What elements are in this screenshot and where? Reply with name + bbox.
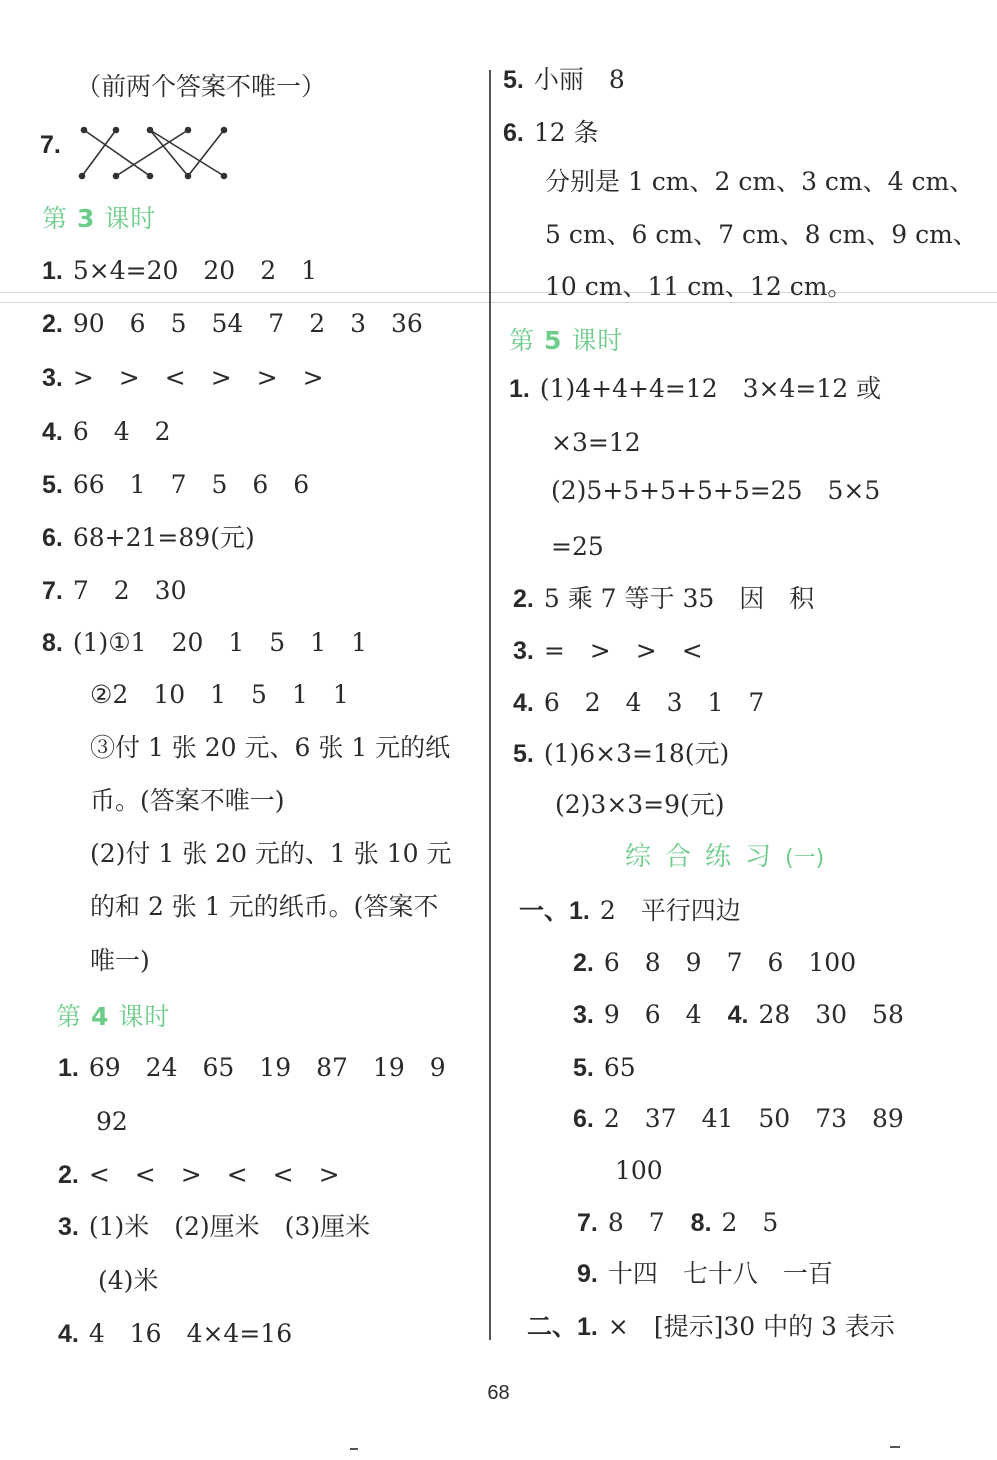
answer-text: (1)①1 20 1 5 1 1 bbox=[72, 628, 368, 657]
heading-number: 3 bbox=[76, 204, 96, 233]
answer-line bbox=[513, 584, 814, 614]
answer-line bbox=[42, 256, 317, 286]
heading-suffix: 课时 bbox=[118, 1002, 171, 1031]
answer-continuation: 的和 2 张 1 元的纸币。(答案不 bbox=[90, 892, 439, 921]
answer-continuation: (2)付 1 张 20 元的、1 张 10 元 bbox=[90, 839, 452, 868]
answer-text: (1)4+4+4=12 3×4=12 或 bbox=[539, 374, 882, 403]
answer-continuation: 币。(答案不唯一) bbox=[90, 786, 285, 815]
answer-continuation: ×3=12 bbox=[551, 428, 641, 457]
answer-line bbox=[577, 1259, 833, 1289]
heading-prefix: 第 bbox=[56, 1002, 83, 1031]
answer-text: 28 30 58 bbox=[758, 1000, 904, 1029]
question-number: 2. bbox=[42, 310, 63, 338]
answer-text: 5×4=20 20 2 1 bbox=[72, 256, 318, 285]
answer-line bbox=[42, 576, 186, 606]
answer-text: > > < > > > bbox=[72, 363, 324, 392]
question-number: 7. bbox=[40, 131, 61, 159]
scan-line bbox=[0, 302, 997, 303]
answer-text: 65 bbox=[603, 1053, 636, 1082]
answer-line bbox=[577, 1208, 778, 1238]
scan-mark bbox=[890, 1446, 900, 1448]
answer-line bbox=[527, 1312, 895, 1342]
part-prefix: 一、 bbox=[519, 897, 570, 925]
answer-line bbox=[573, 1000, 904, 1030]
answer-text: 12 条 bbox=[533, 118, 599, 147]
answer-continuation: ②2 10 1 5 1 1 bbox=[90, 680, 349, 709]
answer-text: 90 6 5 54 7 2 3 36 bbox=[72, 309, 423, 338]
question-number: 2. bbox=[573, 949, 594, 977]
section-title-suffix: (一) bbox=[785, 846, 825, 871]
answer-text: 小丽 8 bbox=[533, 65, 625, 94]
answer-text: 6 8 9 7 6 100 bbox=[603, 948, 857, 977]
answer-line bbox=[519, 896, 741, 926]
answer-text: 6 2 4 3 1 7 bbox=[543, 688, 765, 717]
answer-line bbox=[573, 948, 856, 978]
question-number: 3. bbox=[513, 637, 534, 665]
lesson-heading bbox=[42, 204, 156, 234]
question-number: 3. bbox=[58, 1213, 79, 1241]
answer-line bbox=[503, 118, 599, 148]
answer-continuation: (2)3×3=9(元) bbox=[555, 790, 725, 819]
answer-line bbox=[42, 417, 171, 447]
question-number: 1. bbox=[509, 375, 530, 403]
question-number: 9. bbox=[577, 1260, 598, 1288]
question-number: 1. bbox=[569, 897, 590, 925]
heading-prefix: 第 bbox=[509, 326, 536, 355]
answer-note: （前两个答案不唯一） bbox=[76, 72, 327, 101]
answer-continuation: 5 cm、6 cm、7 cm、8 cm、9 cm、 bbox=[545, 220, 978, 249]
answer-line bbox=[513, 739, 729, 769]
answer-line bbox=[42, 309, 423, 339]
part-prefix: 二、 bbox=[527, 1313, 578, 1341]
heading-number: 5 bbox=[543, 326, 563, 355]
scan-mark bbox=[350, 1448, 358, 1450]
lesson-heading bbox=[509, 326, 623, 356]
answer-text: 4 16 4×4=16 bbox=[88, 1319, 293, 1348]
answer-continuation: (2)5+5+5+5+5=25 5×5 bbox=[551, 476, 881, 505]
answer-line bbox=[42, 363, 324, 393]
question-number: 5. bbox=[42, 471, 63, 499]
question-number: 6. bbox=[503, 119, 524, 147]
answer-continuation: ③付 1 张 20 元、6 张 1 元的纸 bbox=[90, 733, 451, 762]
answer-text: 8 7 bbox=[607, 1208, 665, 1237]
answer-continuation: 唯一) bbox=[90, 946, 150, 975]
question-number: 4. bbox=[58, 1320, 79, 1348]
question-number: 4. bbox=[513, 689, 534, 717]
heading-suffix: 课时 bbox=[104, 204, 157, 233]
answer-line bbox=[58, 1160, 340, 1190]
question-number: 5. bbox=[513, 740, 534, 768]
question-number: 3. bbox=[42, 364, 63, 392]
question-number: 1. bbox=[42, 257, 63, 285]
answer-line bbox=[509, 374, 881, 404]
answer-continuation: 100 bbox=[615, 1156, 663, 1185]
answer-line bbox=[513, 688, 764, 718]
answer-continuation: 分别是 1 cm、2 cm、3 cm、4 cm、 bbox=[545, 167, 975, 196]
heading-prefix: 第 bbox=[42, 204, 69, 233]
question-number: 5. bbox=[503, 66, 524, 94]
answer-line bbox=[573, 1053, 636, 1083]
question-number: 1. bbox=[58, 1054, 79, 1082]
answer-line bbox=[513, 636, 703, 666]
answer-line bbox=[503, 65, 625, 95]
answer-text: (1)米 (2)厘米 (3)厘米 bbox=[88, 1212, 371, 1241]
answer-line bbox=[42, 523, 255, 553]
page-number: 68 bbox=[487, 1382, 510, 1404]
answer-text: (1)6×3=18(元) bbox=[543, 739, 730, 768]
lesson-heading bbox=[56, 1002, 170, 1032]
answer-text: 2 平行四边 bbox=[599, 896, 741, 925]
answer-text: = > > < bbox=[543, 636, 703, 665]
question-number: 4. bbox=[42, 418, 63, 446]
question-number: 1. bbox=[577, 1313, 598, 1341]
section-title-text: 综合练习 bbox=[625, 842, 786, 872]
answer-text: × [提示]30 中的 3 表示 bbox=[607, 1312, 895, 1341]
answer-text: 69 24 65 19 87 19 9 bbox=[88, 1053, 446, 1082]
answer-continuation: 92 bbox=[96, 1107, 128, 1136]
answer-line bbox=[58, 1319, 292, 1349]
question-number: 4. bbox=[727, 1001, 749, 1029]
answer-text: < < > < < > bbox=[88, 1160, 340, 1189]
section-title bbox=[625, 842, 824, 874]
answer-text: 7 2 30 bbox=[72, 576, 187, 605]
question-number: 7. bbox=[42, 577, 63, 605]
answer-text: 66 1 7 5 6 6 bbox=[72, 470, 310, 499]
answer-line bbox=[58, 1053, 446, 1083]
answer-text: 2 37 41 50 73 89 bbox=[603, 1104, 904, 1133]
answer-continuation: =25 bbox=[551, 532, 604, 561]
answer-text: 9 6 4 bbox=[603, 1000, 702, 1029]
question-number: 2. bbox=[513, 585, 534, 613]
answer-text: 十四 七十八 一百 bbox=[607, 1259, 833, 1288]
question-number: 7. bbox=[577, 1209, 598, 1237]
answer-continuation: (4)米 bbox=[98, 1266, 159, 1295]
answer-text: 6 4 2 bbox=[72, 417, 171, 446]
matching-lines-diagram bbox=[76, 124, 236, 184]
answer-line bbox=[58, 1212, 370, 1242]
answer-line bbox=[573, 1104, 904, 1134]
answer-line bbox=[42, 470, 309, 500]
heading-suffix: 课时 bbox=[571, 326, 624, 355]
answer-text: 2 5 bbox=[721, 1208, 779, 1237]
answer-line bbox=[42, 628, 367, 658]
question-number: 8. bbox=[690, 1209, 712, 1237]
heading-number: 4 bbox=[90, 1002, 110, 1031]
answer-continuation: 10 cm、11 cm、12 cm。 bbox=[545, 272, 853, 301]
question-number: 8. bbox=[42, 629, 63, 657]
column-divider bbox=[489, 70, 491, 1340]
question-number: 6. bbox=[42, 524, 63, 552]
question-number: 5. bbox=[573, 1054, 594, 1082]
question-number: 2. bbox=[58, 1161, 79, 1189]
answer-text: 5 乘 7 等于 35 因 积 bbox=[543, 584, 815, 613]
answer-text: 68+21=89(元) bbox=[72, 523, 255, 552]
question-number: 6. bbox=[573, 1105, 594, 1133]
question-number: 3. bbox=[573, 1001, 594, 1029]
